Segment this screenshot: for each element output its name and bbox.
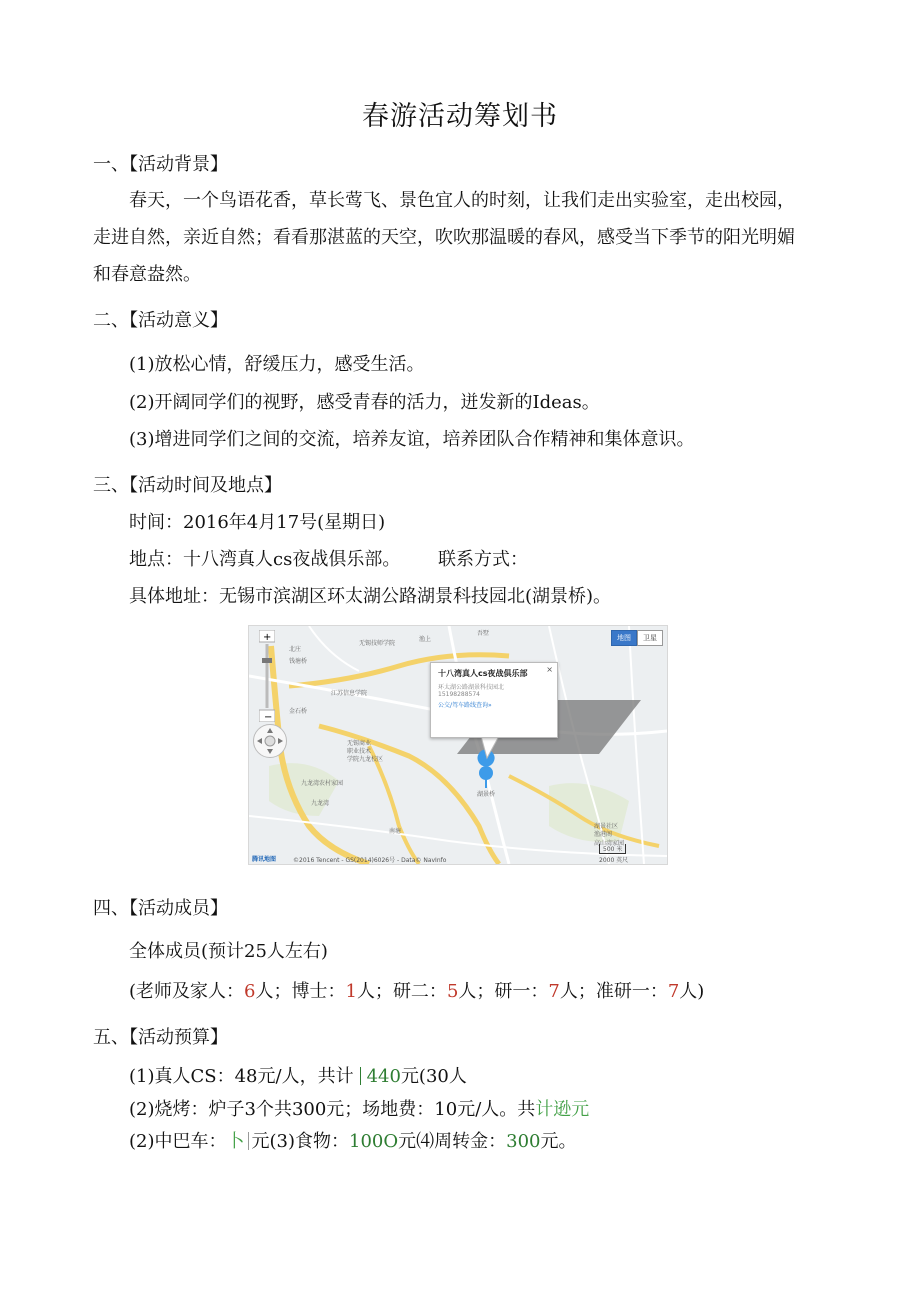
member-count: 1 [345, 981, 357, 1002]
popup-address: 环太湖公路湖景科技园北 [438, 684, 505, 691]
budget-line-misc [129, 1127, 576, 1153]
member-count: 7 [548, 981, 560, 1002]
map-label: 无锡商业 [347, 740, 372, 747]
zoom-control[interactable] [259, 630, 275, 722]
paragraph-line: 和春意盎然。 [93, 264, 201, 285]
svg-text:+: + [263, 632, 272, 643]
map-label: 北庄 [289, 646, 302, 653]
list-item: (1)放松心情，舒缓压力，感受生活。 [129, 354, 425, 375]
field-marker [248, 1132, 249, 1150]
budget-value: 计逊元 [535, 1099, 590, 1120]
map-label: 渔港阁 [594, 831, 613, 838]
budget-text: (2)中巴车： [129, 1131, 227, 1152]
paragraph-line: 春天，一个鸟语花香，草长莺飞、景色宜人的时刻，让我们走出实验室，走出校园， [129, 190, 795, 211]
map-label: 南塘 [389, 828, 402, 835]
budget-text: 元(3)食物： [251, 1131, 349, 1152]
map-label: 无锡技师学院 [359, 640, 396, 647]
map-label: 湖景社区 [594, 823, 619, 830]
location-map[interactable] [248, 625, 668, 865]
map-label: 江苏信息学院 [331, 690, 368, 697]
budget-text: 元⑷周转金： [398, 1131, 507, 1152]
section-heading-significance: 二、【活动意义】 [93, 310, 228, 331]
popup-route-link[interactable]: 公交/驾车路线查询» [438, 702, 492, 709]
budget-text: 元(30人 [400, 1066, 467, 1087]
tab-satellite[interactable]: 卫星 [637, 630, 663, 646]
member-label: (老师及家人： [129, 981, 245, 1002]
budget-text: 元。 [540, 1131, 577, 1152]
map-footer [249, 846, 667, 864]
member-count: 6 [244, 981, 256, 1002]
member-label: 博士： [291, 981, 346, 1002]
budget-line-bbq [129, 1095, 589, 1121]
popup-title: 十八湾真人cs夜战俱乐部 [438, 669, 528, 678]
map-label: 职业技术 [347, 748, 372, 755]
member-count: 5 [446, 981, 459, 1002]
list-item: (2)开阔同学们的视野，感受青春的活力，迸发新的Ideas。 [129, 392, 600, 413]
budget-line-cs [129, 1062, 467, 1088]
member-unit: 人) [679, 981, 705, 1002]
paragraph-line: 走进自然，亲近自然；看看那湛蓝的天空，吹吹那温暖的春风，感受当下季节的阳光明媚 [93, 227, 795, 248]
map-logo: 腾讯地图 [252, 856, 277, 863]
map-label: 吾墅 [477, 630, 490, 637]
page-title: 春游活动筹划书 [362, 101, 558, 132]
popup-phone: 15198288574 [438, 691, 480, 698]
budget-value: 卜 [226, 1131, 245, 1152]
event-time: 时间：2016年4月17号(星期日) [129, 512, 386, 533]
map-label: 九龙湾 [311, 800, 330, 807]
contact-label: 联系方式： [438, 549, 528, 570]
map-label: 九龙湾农村家园 [301, 780, 344, 787]
members-breakdown [129, 977, 704, 1003]
tab-map[interactable]: 地图 [611, 630, 637, 646]
info-popup [430, 662, 558, 738]
marker-label: 湖景桥 [477, 791, 496, 798]
member-unit: 人； [356, 981, 393, 1002]
member-label: 准研一： [595, 981, 668, 1002]
map-scale-feet: 2000 英尺 [599, 857, 629, 864]
section-heading-budget: 五、【活动预算】 [93, 1027, 228, 1048]
budget-value: 300 [506, 1131, 541, 1152]
member-label: 研一： [494, 981, 549, 1002]
members-total: 全体成员(预计25人左右) [129, 941, 328, 962]
member-count: 7 [667, 981, 680, 1002]
member-label: 研二： [392, 981, 447, 1002]
map-label: 渔上 [419, 636, 432, 643]
event-address: 具体地址：无锡市滨湖区环太湖公路湖景科技园北(湖景桥)。 [129, 586, 612, 607]
budget-text: (1)真人CS：48元/人，共计 [129, 1066, 354, 1087]
map-label: 高山湾家园 [594, 840, 625, 847]
section-heading-time-place: 三、【活动时间及地点】 [93, 475, 282, 496]
map-scale: 500 米 [599, 844, 626, 854]
map-type-tabs [611, 630, 663, 646]
map-label: 钱塘桥 [289, 658, 308, 665]
budget-value: 440 [366, 1066, 401, 1087]
close-icon[interactable]: × [546, 665, 553, 674]
section-heading-background: 一、【活动背景】 [93, 154, 228, 175]
member-unit: 人； [255, 981, 292, 1002]
member-unit: 人； [559, 981, 596, 1002]
field-marker [360, 1067, 361, 1085]
event-place: 地点：十八湾真人cs夜战俱乐部。 [129, 549, 401, 570]
section-heading-members: 四、【活动成员】 [93, 898, 228, 919]
pan-control[interactable] [253, 724, 287, 758]
location-pin-icon[interactable] [478, 765, 494, 789]
map-label: 金石桥 [289, 708, 308, 715]
svg-text:−: − [264, 712, 273, 722]
list-item: (3)增进同学们之间的交流，培养友谊，培养团队合作精神和集体意识。 [129, 429, 695, 450]
budget-value: 100O [349, 1131, 399, 1152]
budget-text: (2)烧烤：炉子3个共300元；场地费：10元/人。共 [129, 1099, 536, 1120]
member-unit: 人； [458, 981, 495, 1002]
map-copyright: ©2016 Tencent - GS(2014)6026号 - Data© NavInfo [293, 857, 447, 864]
map-label: 学院九龙校区 [347, 756, 384, 763]
